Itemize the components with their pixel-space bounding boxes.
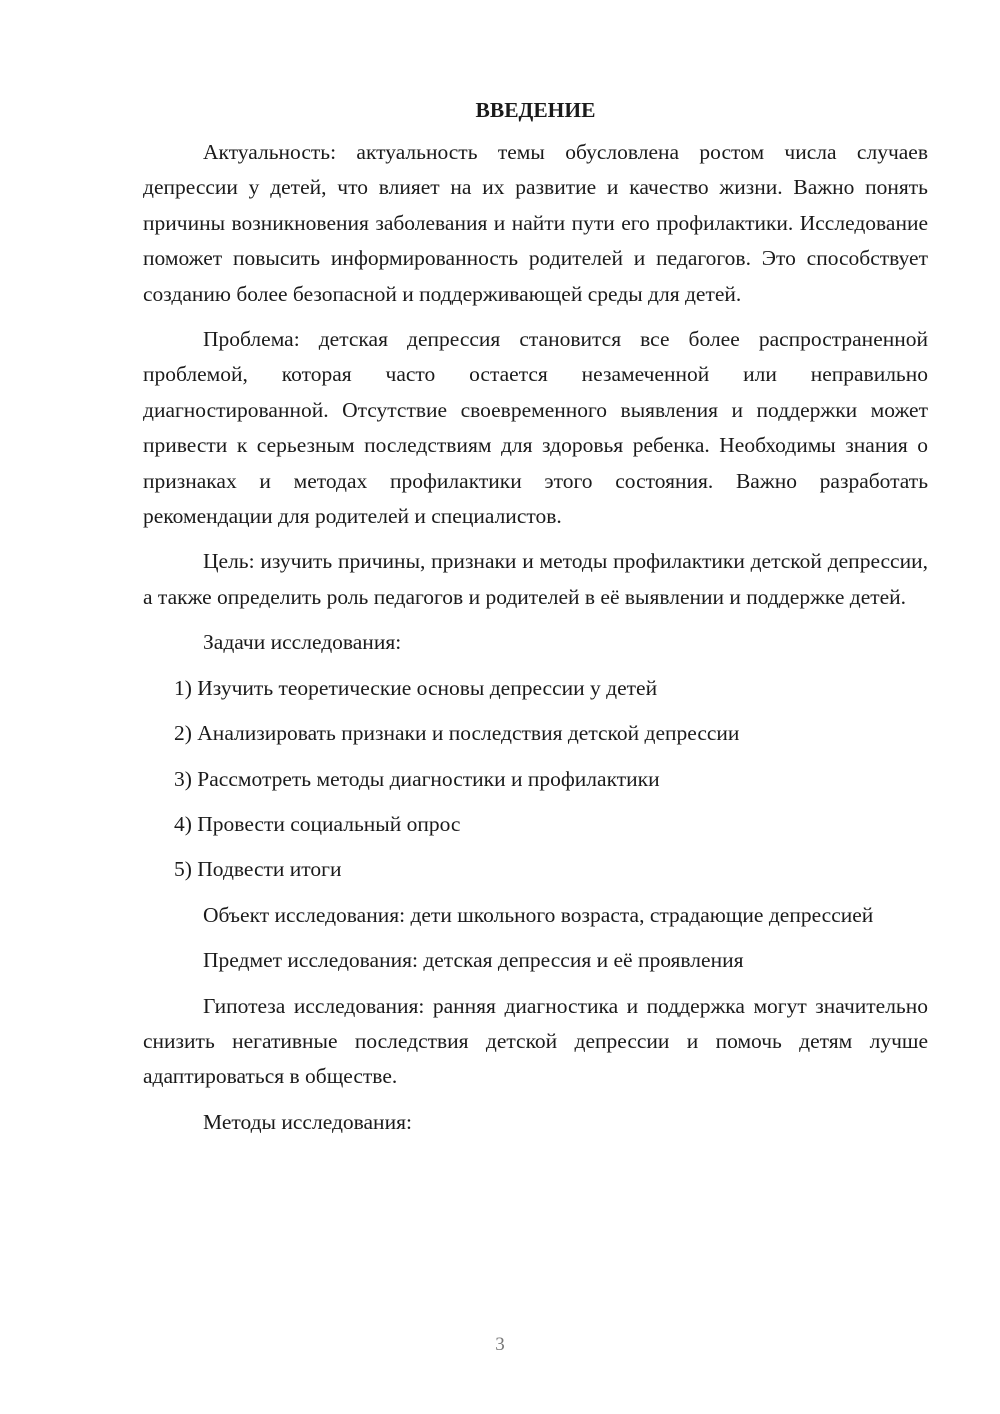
problem-paragraph: Проблема: детская депрессия становится все более распространенной проблемой, которая часто остается незамеченной или неправильно диагностированной. Отсутствие своевременного выявления и поддержки может привести к серьезным последствиям для здоровья ребенка. Необходимы знания о признаках и методах профилактики этого состояния. Важно разработать рекомендации для родителей и специалистов.	[143, 327, 928, 529]
tasks-title: Задачи исследования:	[203, 630, 402, 655]
subject-paragraph: Предмет исследования: детская депрессия и её проявления	[203, 948, 744, 973]
task-item: 3) Рассмотреть методы диагностики и профилактики	[174, 766, 660, 791]
task-item: 4) Провести социальный опрос	[174, 811, 461, 836]
relevance-paragraph: Актуальность: актуальность темы обусловлена ростом числа случаев депрессии у детей, что влияет на их развитие и качество жизни. Важно понять причины возникновения заболевания и найти пути его профилактики. Исследование поможет повысить информированность родителей и педагогов. Это способствует созданию более безопасной и поддерживающей среды для детей.	[143, 140, 928, 306]
task-item: 2) Анализировать признаки и последствия детской депрессии	[174, 721, 740, 746]
task-item: 5) Подвести итоги	[174, 857, 342, 882]
page-content	[143, 95, 928, 1150]
section-heading: ВВЕДЕНИЕ	[475, 98, 596, 122]
task-item: 1) Изучить теоретические основы депрессии у детей	[174, 675, 658, 700]
methods-title: Методы исследования:	[203, 1109, 412, 1134]
page-number: 3	[495, 1334, 505, 1355]
goal-paragraph: Цель: изучить причины, признаки и методы профилактики детской депрессии, а также определить роль педагогов и родителей в её выявлении и поддержке детей.	[143, 549, 928, 609]
hypothesis-paragraph: Гипотеза исследования: ранняя диагностика и поддержка могут значительно снизить негативные последствия детской депрессии и помочь детям лучше адаптироваться в обществе.	[143, 993, 928, 1089]
object-paragraph: Объект исследования: дети школьного возраста, страдающие депрессией	[203, 902, 874, 927]
